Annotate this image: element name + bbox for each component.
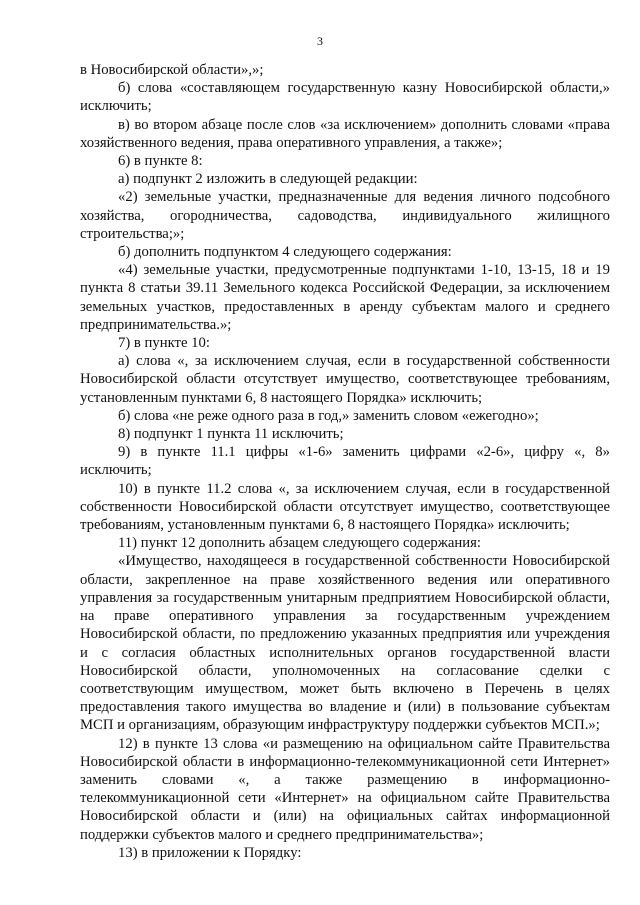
paragraph: 9) в пункте 11.1 цифры «1-6» заменить цифрами «2-6», цифру «, 8» исключить;: [80, 444, 610, 479]
paragraph: б) слова «составляющем государственную казну Новосибирской области,» исключить;: [80, 80, 610, 115]
page-number: 3: [317, 34, 323, 48]
paragraph: в) во втором абзаце после слов «за исключением» дополнить словами «права хозяйственного ведения, права оперативного управления, а также»;: [80, 116, 610, 151]
paragraph: 8) подпункт 1 пункта 11 исключить;: [118, 426, 344, 443]
paragraph: 13) в приложении к Порядку:: [118, 844, 302, 861]
paragraph: а) подпункт 2 изложить в следующей редакции:: [118, 171, 418, 188]
paragraph: 10) в пункте 11.2 слова «, за исключением случая, если в государственной собственности Новосибирской области отсутствует имущество, соответствующее требованиям, установленным пунктами 6, 8 настоящего Порядка» исключить;: [80, 480, 610, 534]
paragraph: «Имущество, находящееся в государственной собственности Новосибирской области, закрепленное на праве хозяйственного ведения или оперативного управления за государственным унитарным предприятием Новосибирской области, на праве оперативного управления за государственным учреждением Новосибирской области, по предложению указанных предприятия или учреждения и с согласия областных исполнительных органов государственной власти Новосибирской области, уполномоченных на согласование сделки с соответствующим имуществом, может быть включено в Перечень в целях предоставления такого имущества во владение и (или) в пользование субъектам МСП и организациям, образующим инфраструктуру поддержки субъектов МСП.»;: [80, 553, 610, 734]
paragraph: б) слова «не реже одного раза в год,» заменить словом «ежегодно»;: [118, 407, 539, 424]
document-body: [80, 61, 610, 862]
paragraph: б) дополнить подпунктом 4 следующего содержания:: [118, 244, 452, 261]
paragraph: «2) земельные участки, предназначенные для ведения личного подсобного хозяйства, огородничества, садоводства, индивидуального жилищного строительства;»;: [80, 189, 610, 242]
paragraph: 6) в пункте 8:: [118, 153, 203, 170]
paragraph: а) слова «, за исключением случая, если в государственной собственности Новосибирской области отсутствует имущество, соответствующее требованиям, установленным пунктами 6, 8 настоящего Порядка» исключить;: [80, 353, 610, 406]
paragraph: «4) земельные участки, предусмотренные подпунктами 1-10, 13-15, 18 и 19 пункта 8 статьи 39.11 Земельного кодекса Российской Федерации, за исключением земельных участков, предоставленных в аренду субъектам малого и среднего предпринимательства.»;: [80, 262, 610, 333]
paragraph: 12) в пункте 13 слова «и размещению на официальном сайте Правительства Новосибирской области в информационно-телекоммуникационной сети Интернет» заменить словами «, а также размещению в информационно-телекоммуникационной сети «Интернет» на официальном сайте Правительства Новосибирской области и (или) на официальных сайтах информационной поддержки субъектов малого и среднего предпринимательства»;: [80, 735, 610, 843]
paragraph: 7) в пункте 10:: [118, 335, 210, 352]
paragraph: в Новосибирской области»,»;: [80, 62, 264, 78]
paragraph: 11) пункт 12 дополнить абзацем следующего содержания:: [118, 535, 481, 552]
